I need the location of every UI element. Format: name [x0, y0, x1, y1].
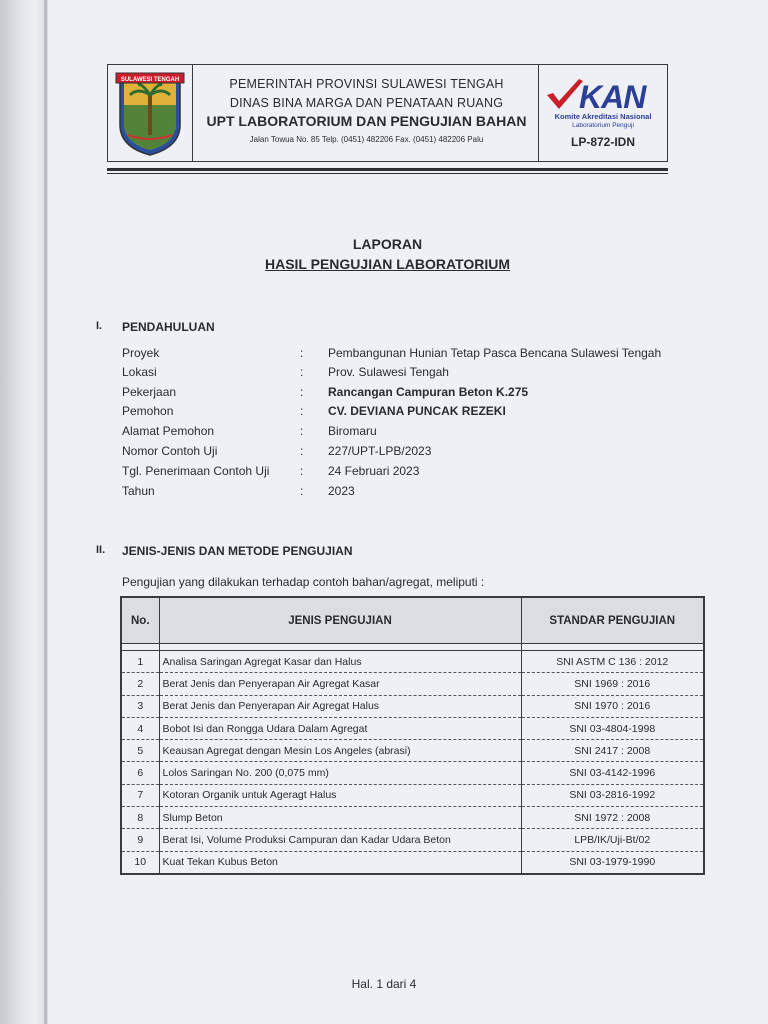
- row-standard: SNI 03-1979-1990: [521, 851, 704, 874]
- row-number: 6: [121, 762, 159, 784]
- info-colon: :: [300, 444, 304, 458]
- row-number: 8: [121, 807, 159, 829]
- report-subtitle: [107, 256, 668, 272]
- table-row: [121, 762, 704, 784]
- table-row: [121, 807, 704, 829]
- info-colon: :: [300, 484, 304, 498]
- report-title: LAPORAN: [352, 236, 423, 252]
- header-rule-thin: [107, 173, 668, 174]
- table-row: [121, 717, 704, 739]
- section2-number: II.: [96, 544, 106, 556]
- section2-title: JENIS-JENIS DAN METODE PENGUJIAN: [122, 544, 353, 558]
- header-standard: STANDAR PENGUJIAN: [521, 597, 704, 644]
- row-test-name: Berat Jenis dan Penyerapan Air Agregat Kasar: [159, 673, 521, 695]
- binding-edge: [44, 0, 47, 1024]
- info-label: Proyek: [122, 346, 160, 360]
- table-row: [121, 651, 704, 673]
- row-test-name: Lolos Saringan No. 200 (0,075 mm): [159, 762, 521, 784]
- header-lab-name: UPT LABORATORIUM DAN PENGUJIAN BAHAN: [206, 113, 527, 129]
- info-value-nomor: 227/UPT-LPB/2023: [328, 444, 432, 458]
- info-label: Tahun: [122, 484, 155, 498]
- row-test-name: Slump Beton: [159, 807, 521, 829]
- row-number: 7: [121, 784, 159, 806]
- header-no: No.: [121, 597, 159, 644]
- row-number: 1: [121, 651, 159, 673]
- row-test-name: Kotoran Organik untuk Ageragt Halus: [159, 784, 521, 806]
- row-test-name: Kuat Tekan Kubus Beton: [159, 851, 521, 874]
- sulawesi-tengah-emblem-icon: [108, 65, 192, 161]
- info-value-lokasi: Prov. Sulawesi Tengah: [328, 365, 449, 379]
- kan-logo-text: KAN: [579, 79, 646, 115]
- info-value-tahun: 2023: [328, 484, 355, 498]
- book-binding: [0, 0, 48, 1024]
- info-label: Nomor Contoh Uji: [122, 444, 218, 458]
- kan-full-name: Komite Akreditasi Nasional: [554, 112, 652, 121]
- logo-cell: [108, 65, 193, 161]
- row-test-name: Berat Isi, Volume Produksi Campuran dan Kadar Udara Beton: [159, 829, 521, 851]
- section1-title: PENDAHULUAN: [122, 320, 215, 334]
- info-label: Lokasi: [122, 365, 157, 379]
- letterhead: [107, 64, 668, 162]
- table-row: [121, 784, 704, 806]
- row-test-name: Berat Jenis dan Penyerapan Air Agregat Halus: [159, 695, 521, 717]
- info-colon: :: [300, 424, 304, 438]
- table-row: [121, 829, 704, 851]
- header-rule-thick: [107, 168, 668, 171]
- row-number: 10: [121, 851, 159, 874]
- row-number: 5: [121, 740, 159, 762]
- kan-accreditation-code: LP-872-IDN: [570, 135, 635, 149]
- info-value-pemohon: CV. DEVIANA PUNCAK REZEKI: [328, 404, 506, 418]
- row-standard: SNI 03-2816-1992: [521, 784, 704, 806]
- row-test-name: Keausan Agregat dengan Mesin Los Angeles (abrasi): [159, 740, 521, 762]
- test-methods-table: [120, 596, 705, 875]
- row-standard: SNI 1969 : 2016: [521, 673, 704, 695]
- row-number: 9: [121, 829, 159, 851]
- header-agency-line: DINAS BINA MARGA DAN PENATAAN RUANG: [229, 96, 504, 110]
- page-number: Hal. 1 dari 4: [351, 977, 417, 991]
- table-row: [121, 740, 704, 762]
- header-government-line: PEMERINTAH PROVINSI SULAWESI TENGAH: [229, 77, 504, 91]
- info-value-pekerjaan: Rancangan Campuran Beton K.275: [328, 385, 529, 399]
- row-standard: SNI 1972 : 2008: [521, 807, 704, 829]
- row-number: 4: [121, 717, 159, 739]
- emblem-banner-text: SULAWESI TENGAH: [120, 77, 180, 83]
- row-test-name: Analisa Saringan Agregat Kasar dan Halus: [159, 651, 521, 673]
- info-label: Pekerjaan: [122, 385, 177, 399]
- row-standard: SNI 03-4804-1998: [521, 717, 704, 739]
- header-address: Jalan Towua No. 85 Telp. (0451) 482206 Fax. (0451) 482206 Palu: [249, 135, 484, 144]
- row-standard: LPB/IK/Uji-Bt/02: [521, 829, 704, 851]
- info-colon: :: [300, 365, 304, 379]
- kan-accreditation-cell: [538, 65, 667, 161]
- table-header-row: [121, 597, 704, 644]
- row-standard: SNI 1970 : 2016: [521, 695, 704, 717]
- table-row: [121, 851, 704, 874]
- info-value-tanggal: 24 Februari 2023: [328, 464, 420, 478]
- section2-intro: Pengujian yang dilakukan terhadap contoh bahan/agregat, meliputi :: [122, 575, 485, 589]
- info-colon: :: [300, 346, 304, 360]
- kan-subtitle: Laboratorium Penguji: [572, 122, 634, 129]
- row-test-name: Bobot Isi dan Rongga Udara Dalam Agregat: [159, 717, 521, 739]
- table-row: [121, 695, 704, 717]
- info-colon: :: [300, 385, 304, 399]
- info-colon: :: [300, 464, 304, 478]
- table-row: [121, 673, 704, 695]
- header-test-type: JENIS PENGUJIAN: [159, 597, 521, 644]
- row-standard: SNI ASTM C 136 : 2012: [521, 651, 704, 673]
- info-value-alamat: Biromaru: [328, 424, 377, 438]
- row-standard: SNI 03-4142-1996: [521, 762, 704, 784]
- report-subtitle-text: HASIL PENGUJIAN LABORATORIUM: [264, 256, 510, 272]
- info-value-proyek: Pembangunan Hunian Tetap Pasca Bencana Sulawesi Tengah: [328, 346, 662, 360]
- info-label: Pemohon: [122, 404, 174, 418]
- row-number: 2: [121, 673, 159, 695]
- info-colon: :: [300, 404, 304, 418]
- table-spacer-row: [121, 644, 704, 651]
- row-number: 3: [121, 695, 159, 717]
- info-label: Alamat Pemohon: [122, 424, 215, 438]
- info-label: Tgl. Penerimaan Contoh Uji: [122, 464, 270, 478]
- section1-number: I.: [96, 320, 103, 332]
- row-standard: SNI 2417 : 2008: [521, 740, 704, 762]
